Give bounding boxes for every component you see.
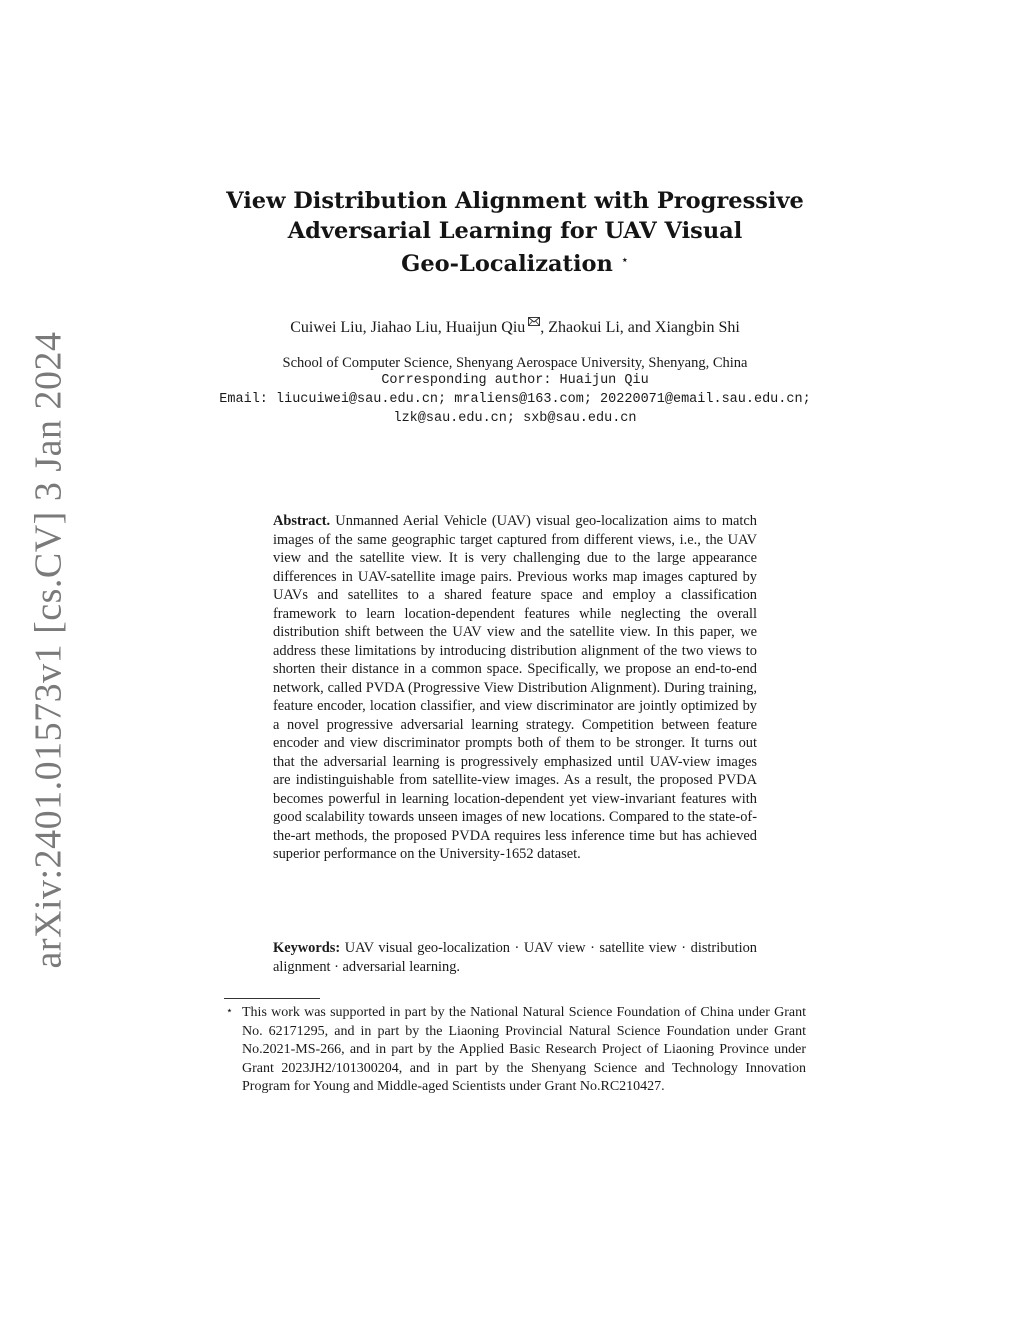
title-line-1: View Distribution Alignment with Progressive — [226, 188, 804, 214]
title-line-3-text: Geo-Localization — [401, 251, 613, 277]
footnote-divider — [224, 998, 320, 999]
title-line-2: Adversarial Learning for UAV Visual — [287, 218, 743, 244]
affiliation: School of Computer Science, Shenyang Aerospace University, Shenyang, China — [282, 355, 748, 371]
email-line-2: lzk@sau.edu.cn; sxb@sau.edu.cn — [393, 411, 637, 426]
footnote-marker: ⋆ — [226, 1005, 233, 1017]
abstract-text: Unmanned Aerial Vehicle (UAV) visual geo-localization aims to match images of the same geographic target captured from different views, i.e., the UAV view and the satellite view. It is very challenging due to the large appearance differences in UAV-satellite image pairs. Previous works map images captured by UAVs and satellites to a shared feature space and employ a classification framework to learn location-dependent features while neglecting the overall distribution shift between the UAV view and the satellite view. In this paper, we address these limitations by introducing distribution alignment of the two views to shorten their distance in a common space. Specifically, we propose an end-to-end network, called PVDA (Progressive View Distribution Alignment). During training, feature encoder, location classifier, and view discriminator are jointly optimized by a novel progressive adversarial learning strategy. Competition between feature encoder and view discriminator prompts both of them to be stronger. It turns out that the adversarial learning is progressively emphasized until UAV-view images are indistinguishable from satellite-view images. As a result, the proposed PVDA becomes powerful in learning location-dependent yet view-invariant features with good scalability towards unseen images of new locations. Compared to the state-of-the-art methods, the proposed PVDA requires less inference time but has achieved superior performance on the University-1652 dataset. — [273, 513, 758, 862]
email-line-1: Email: liucuiwei@sau.edu.cn; mraliens@163.com; 20220071@email.sau.edu.cn; — [219, 392, 811, 407]
title-line-3 — [210, 246, 820, 279]
abstract-label: Abstract. — [273, 513, 331, 529]
authors-rest: , Zhaokui Li, and Xiangbin Shi — [540, 319, 740, 336]
keywords-text: UAV visual geo-localization · UAV view · satellite view · distribution alignment · adversarial learning. — [273, 940, 757, 975]
abstract — [273, 512, 757, 864]
arxiv-identifier-text: arXiv:2401.01573v1 [cs.CV] 3 Jan 2024 — [27, 331, 70, 969]
keywords-label: Keywords: — [273, 940, 341, 956]
author-list — [210, 317, 820, 338]
paper-title — [210, 186, 820, 279]
title-footnote-marker: ⋆ — [620, 253, 629, 268]
corresponding-author: Corresponding author: Huaijun Qiu — [381, 373, 649, 388]
keywords — [273, 939, 757, 976]
arxiv-identifier — [26, 331, 70, 969]
authors-first: Cuiwei Liu, Jiahao Liu, Huaijun Qiu — [290, 319, 526, 336]
footnote: This work was supported in part by the National Natural Science Foundation of China under Grant No. 62171295, and in part by the Liaoning Provincial Natural Science Foundation under Grant No.2021-MS-266, and in part by the Applied Basic Research Project of Liaoning Province under Grant 2023JH2/101300204, and in part by the Shenyang Science and Technology Innovation Program for Young and Middle-aged Scientists under Grant No.RC210427. — [242, 1005, 806, 1094]
envelope-icon — [528, 317, 540, 326]
